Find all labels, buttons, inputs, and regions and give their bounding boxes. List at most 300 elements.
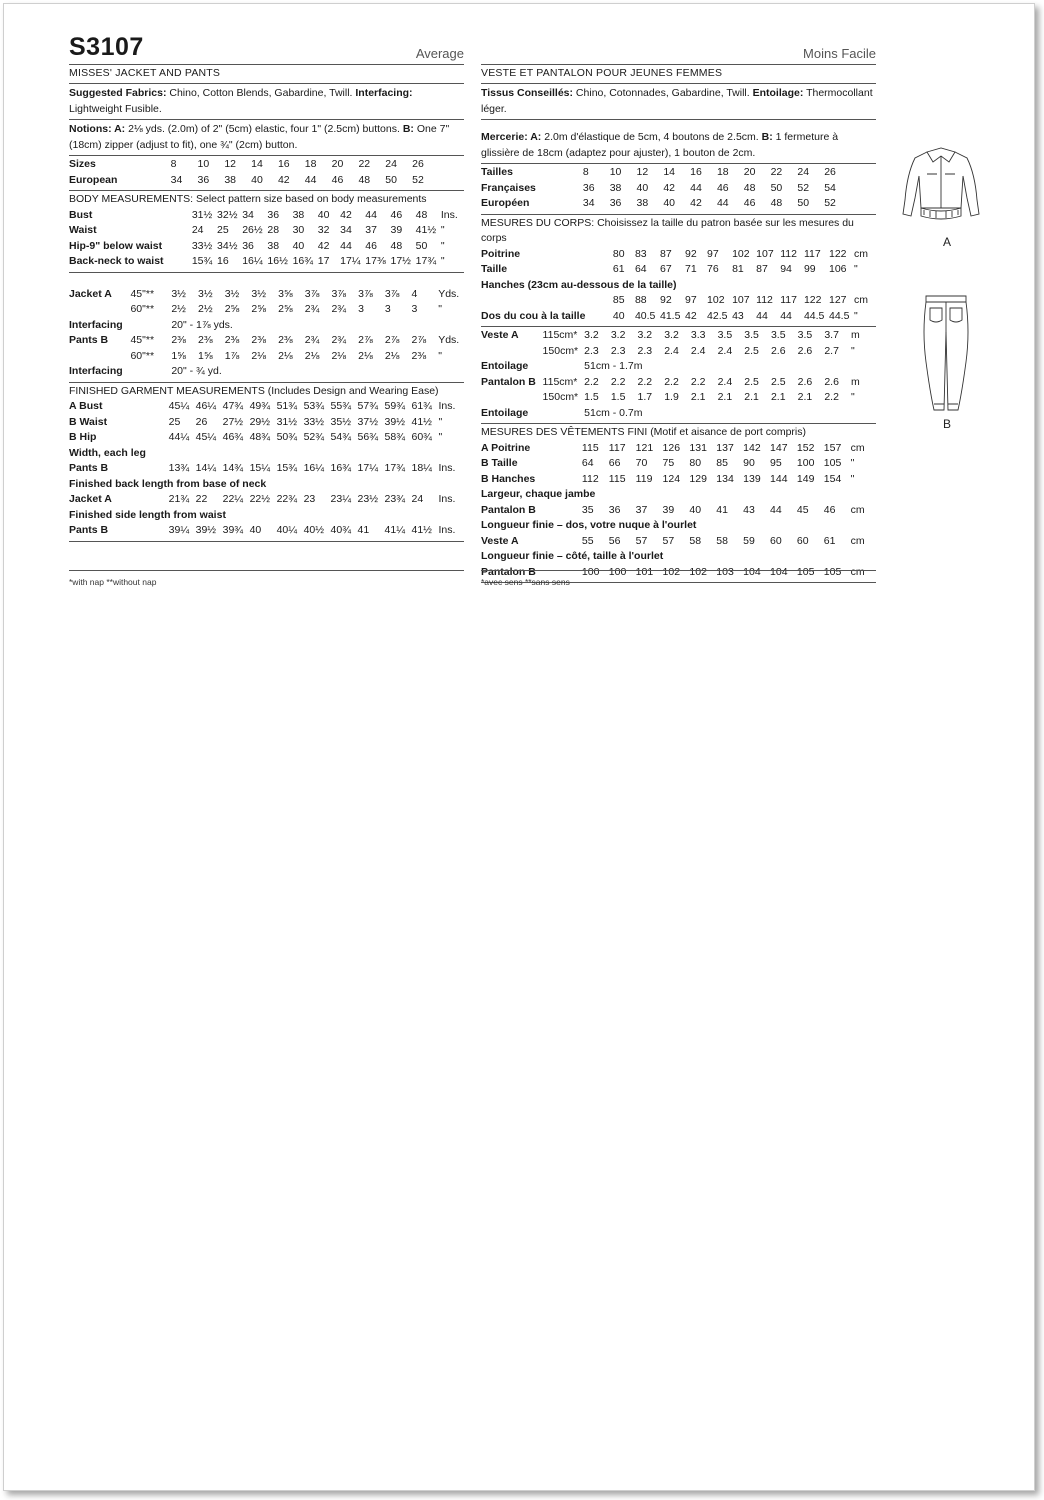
value-cell: 142 (743, 441, 761, 454)
notions-text-b: One 7" (18cm) zipper (adjust to fit), one ¾" (2cm) button. (69, 123, 450, 151)
finished-measurements-header: FINISHED GARMENT MEASUREMENTS (Includes Design and Wearing Ease) (69, 384, 439, 397)
value-cell: 38 (224, 173, 236, 186)
row-sublabel (543, 472, 582, 488)
value-cell: 37 (365, 224, 377, 236)
value-cell: 2⅛ (358, 349, 373, 362)
value-cell: 2.4 (664, 344, 679, 357)
row-label: Back-neck to waist (69, 255, 164, 267)
value-cell: 40 (636, 181, 649, 194)
value-cell: 101 (635, 565, 654, 578)
interfacing-label: Interfacing: (355, 87, 413, 99)
value-cell: 3.2 (637, 329, 653, 341)
value-cell: 157 (823, 441, 842, 454)
value-cell: 52 (797, 181, 810, 194)
value-cell: 139 (743, 472, 761, 485)
unit-cell: " (851, 391, 855, 403)
value-cell: 2.1 (770, 391, 786, 403)
table-row (69, 208, 464, 224)
measurement-grid (69, 287, 464, 380)
value-cell: 2⅛ (331, 349, 347, 362)
value-cell: 137 (716, 441, 734, 454)
row-label (481, 293, 585, 309)
value-cell: 42 (317, 239, 330, 252)
table-row (481, 309, 876, 325)
value-cell: 52¾ (303, 431, 324, 443)
value-cell: 23¾ (384, 493, 405, 505)
value-cell: 8 (582, 166, 589, 178)
value-cell: 4 (411, 287, 418, 300)
value-cell: 39 (662, 503, 675, 516)
value-cell: 20 (743, 166, 756, 178)
value-cell: 103 (716, 565, 734, 578)
unit-cell (851, 181, 876, 197)
value-cell: 2½ (198, 303, 213, 315)
footnote-fr: *avec sens **sans sens (481, 570, 876, 587)
value-cell: 29½ (249, 415, 271, 428)
value-cell: 40 (251, 173, 263, 186)
row-sublabel (130, 415, 169, 431)
value-cell: 24 (191, 224, 204, 236)
row-sublabel: 45"** (130, 287, 155, 300)
value-cell: 3.2 (664, 329, 679, 341)
value-cell: 100 (581, 565, 600, 578)
value-cell: 44¼ (168, 431, 190, 443)
finished-measurements (69, 383, 464, 542)
row-label: Jacket A (69, 493, 112, 505)
value-cell: 59 (743, 534, 755, 547)
value-cell: 105 (823, 457, 842, 469)
unit-cell (439, 173, 464, 189)
value-cell: 50¾ (276, 431, 298, 443)
value-cell: 48 (743, 181, 756, 194)
value-cell: 1⅝ (198, 349, 213, 362)
value-cell: 55¾ (330, 400, 351, 412)
table-row (481, 375, 876, 391)
row-sublabel (164, 223, 192, 239)
value-cell: 35½ (330, 415, 351, 428)
value-cell: 81 (732, 263, 744, 275)
value-cell: 2.2 (664, 375, 679, 388)
value-cell: 36 (608, 503, 621, 516)
table-row (69, 492, 464, 508)
value-cell: 46 (331, 173, 344, 186)
row-sublabel (585, 247, 612, 263)
footnote-en-wrap (69, 570, 464, 587)
value-cell: 2.2 (690, 375, 706, 388)
value-cell: 92 (685, 247, 697, 260)
row-label: Pants B (69, 462, 109, 474)
row-label: A Bust (69, 400, 103, 412)
value-cell: 33½ (191, 239, 213, 252)
value-cell: 102 (689, 565, 707, 578)
value-cell: 10 (609, 166, 622, 178)
value-cell: 44 (756, 309, 768, 322)
value-cell: 40¾ (330, 524, 351, 536)
value-cell: 152 (796, 441, 815, 454)
value-cell: 17½ (390, 255, 411, 267)
table-row (69, 415, 464, 431)
row-label: Pants B (69, 334, 109, 346)
row-heading: Hanches (23cm au-dessous de la taille) (481, 278, 677, 291)
table-row (69, 523, 464, 539)
value-cell: 16¼ (242, 255, 263, 267)
table-row (69, 430, 464, 446)
value-cell: 44 (770, 503, 782, 516)
value-cell: 15¾ (276, 462, 298, 474)
value-cell: 67 (659, 263, 672, 275)
french-column (481, 32, 876, 583)
value-cell: 131 (689, 441, 707, 454)
value-cell: 3.5 (797, 329, 813, 341)
unit-cell: Ins. (438, 493, 456, 505)
value-cell: 2.4 (690, 344, 706, 357)
value-cell: 1⅝ (171, 349, 186, 362)
notions-label-b-fr: B: (761, 131, 773, 143)
value-cell: 46 (823, 503, 836, 516)
row-sublabel (585, 309, 612, 325)
row-sublabel (543, 359, 585, 375)
value-cell: 3.5 (717, 329, 733, 341)
value-cell: 3⅞ (331, 287, 347, 300)
value-cell: 40 (249, 524, 262, 536)
value-cell: 52 (824, 197, 836, 209)
unit-cell: cm (850, 503, 865, 516)
pants-sketch (916, 292, 976, 417)
value-cell: 115 (581, 441, 599, 454)
value-cell: 51¾ (276, 400, 298, 412)
value-cell: 16 (277, 158, 290, 170)
value-cell: 2.5 (770, 375, 786, 388)
value-cell: 122 (803, 294, 822, 306)
value-cell: 31½ (191, 208, 213, 221)
value-cell: 2.1 (744, 391, 759, 403)
row-sublabel (130, 461, 169, 477)
row-label: Interfacing (69, 365, 123, 377)
unit-cell: m (851, 375, 860, 388)
value-cell: 92 (659, 294, 672, 306)
row-label: Interfacing (69, 318, 123, 331)
value-cell: 61¾ (411, 400, 432, 412)
row-sublabel (130, 173, 170, 189)
value-cell: 104 (743, 565, 761, 578)
value-cell: 60 (770, 534, 782, 547)
measurement-grid (481, 328, 876, 421)
value-cell: 44.5 (829, 309, 850, 322)
value-cell: 2.5 (744, 344, 759, 357)
value-cell: 44 (340, 239, 352, 252)
pattern-number: S3107 (69, 33, 144, 61)
value-cell: 40½ (303, 524, 324, 536)
row-label: B Hanches (481, 472, 536, 485)
row-heading: Finished back length from base of neck (69, 477, 267, 490)
row-label: B Taille (481, 457, 518, 469)
row-label: Bust (69, 208, 93, 221)
row-label (481, 344, 543, 360)
row-label: Européen (481, 197, 530, 209)
value-cell: 2.3 (610, 344, 626, 357)
value-cell: 16 (217, 255, 229, 267)
value-cell: 64 (581, 457, 594, 469)
unit-cell: Ins. (438, 400, 456, 412)
value-cell: 31½ (276, 415, 298, 428)
table-row (69, 287, 464, 303)
value-cell: 26 (824, 166, 836, 178)
value-cell: 54 (824, 181, 836, 194)
value-cell: 17⅜ (365, 255, 386, 267)
value-cell: 126 (662, 441, 681, 454)
unit-cell: " (850, 472, 855, 485)
value-cell: 2.2 (610, 375, 626, 388)
measurement-grid (481, 247, 876, 325)
value-cell: 14¼ (195, 462, 217, 474)
row-label: B Hip (69, 431, 97, 443)
value-cell: 39½ (384, 415, 405, 428)
value-cell: 48 (770, 197, 783, 209)
row-label: Dos du cou à la taille (481, 309, 586, 322)
row-text: 20" - ¾ yd. (171, 365, 222, 377)
value-cell: 36 (242, 239, 254, 252)
value-cell: 100 (608, 565, 627, 578)
row-heading: Longueur finie – dos, votre nuque à l'ourlet (481, 519, 697, 531)
value-cell: 41½ (415, 224, 437, 236)
row-sublabel: 115cm* (542, 329, 578, 341)
value-cell: 57¾ (357, 400, 378, 412)
finished-measurements-table-fr (481, 441, 876, 581)
value-cell: 17 (317, 255, 330, 267)
table-row (481, 549, 876, 565)
value-cell: 129 (689, 472, 707, 485)
row-sublabel: 115cm* (542, 375, 578, 388)
unit-cell: " (851, 344, 855, 357)
value-cell: 2¾ (331, 334, 347, 346)
value-cell: 21¾ (168, 493, 190, 505)
value-cell: 112 (756, 294, 773, 306)
value-cell: 24 (411, 493, 424, 505)
value-cell: 50 (415, 239, 428, 252)
value-cell: 57 (662, 534, 675, 547)
table-row (69, 349, 464, 365)
unit-cell: cm (850, 565, 865, 578)
value-cell: 3.2 (610, 329, 626, 341)
row-sublabel: 150cm* (542, 344, 579, 357)
value-cell: 41 (716, 503, 728, 516)
table-row (69, 446, 464, 462)
measurement-grid (481, 165, 876, 212)
value-cell: 2⅜ (251, 334, 266, 346)
value-cell: 44 (780, 309, 792, 322)
value-cell: 3½ (198, 287, 213, 300)
value-cell: 47¾ (222, 400, 244, 412)
value-cell: 85 (716, 457, 728, 469)
value-cell: 32½ (217, 208, 238, 221)
value-cell: 42 (690, 197, 702, 209)
value-cell: 66 (608, 457, 621, 469)
value-cell: 44 (304, 173, 317, 186)
row-label: Françaises (481, 181, 536, 194)
value-cell: 15¼ (249, 462, 271, 474)
value-cell: 38 (267, 239, 280, 252)
value-cell: 154 (823, 472, 842, 485)
table-row (69, 461, 464, 477)
unit-cell: cm (850, 534, 865, 547)
value-cell: 28 (267, 224, 280, 236)
value-cell: 100 (796, 457, 815, 469)
value-cell: 34 (582, 197, 595, 209)
value-cell: 43 (743, 503, 755, 516)
value-cell: 61 (612, 263, 625, 275)
suggested-fabrics (69, 84, 464, 120)
value-cell: 53¾ (303, 400, 324, 412)
value-cell: 16½ (267, 255, 288, 267)
fabrics-text-fr: Chino, Cotonnades, Gabardine, Twill. (573, 87, 753, 99)
value-cell: 90 (743, 457, 755, 469)
value-cell: 44 (716, 197, 729, 209)
value-cell: 112 (780, 247, 797, 260)
interfacing-text-fr: Thermocollant léger. (481, 87, 873, 115)
table-row (69, 173, 464, 189)
row-sublabel (130, 157, 170, 173)
table-row (481, 247, 876, 263)
value-cell: 124 (662, 472, 681, 485)
row-label (481, 390, 543, 406)
value-cell: 83 (634, 247, 647, 260)
unit-cell: " (438, 303, 442, 315)
table-row (481, 278, 876, 294)
row-label: Hip-9" below waist (69, 239, 163, 252)
value-cell: 24 (385, 158, 397, 170)
value-cell: 46 (743, 197, 756, 209)
value-cell: 2.3 (637, 344, 653, 357)
value-cell: 34 (340, 224, 352, 236)
value-cell: 54¾ (330, 431, 351, 443)
value-cell: 2⅝ (278, 303, 293, 315)
value-cell: 55 (581, 534, 594, 547)
value-cell: 3.2 (584, 329, 599, 341)
value-cell: 2.6 (797, 344, 813, 357)
row-sublabel (164, 239, 192, 255)
value-cell: 2⅞ (384, 334, 400, 346)
value-cell: 61 (823, 534, 836, 547)
value-cell: 16¾ (292, 255, 314, 267)
value-cell: 2.2 (637, 375, 653, 388)
footnote-fr-wrap (481, 570, 876, 587)
row-sublabel: 60"** (130, 349, 155, 362)
row-label: Veste A (481, 329, 519, 341)
row-label: Waist (69, 224, 97, 236)
value-cell: 2⅛ (278, 349, 293, 362)
value-cell: 42 (340, 208, 352, 221)
value-cell: 49¾ (249, 400, 271, 412)
value-cell: 16 (690, 166, 702, 178)
table-row (69, 508, 464, 524)
row-label: Tailles (481, 166, 513, 178)
value-cell: 34½ (217, 239, 238, 252)
value-cell: 127 (829, 294, 847, 306)
value-cell: 17¼ (340, 255, 361, 267)
value-cell: 18 (716, 166, 729, 178)
value-cell: 117 (608, 441, 626, 454)
value-cell: 36 (582, 181, 595, 194)
fabrics-text: Chino, Cotton Blends, Gabardine, Twill. (166, 87, 356, 99)
row-sublabel (543, 534, 582, 550)
sketch-label-b: B (943, 417, 952, 431)
value-cell: 40 (689, 503, 702, 516)
value-cell: 26 (195, 415, 208, 428)
value-cell: 18 (304, 158, 317, 170)
row-sublabel (543, 456, 582, 472)
unit-cell (851, 165, 876, 181)
value-cell: 70 (635, 457, 648, 469)
notions-text-a: 2⅛ yds. (2.0m) of 2" (5cm) elastic, four 1" (2.5cm) buttons. (125, 123, 403, 135)
value-cell: 88 (634, 294, 647, 306)
value-cell: 102 (662, 565, 681, 578)
row-text: 20" - 1⅞ yds. (171, 318, 233, 331)
value-cell: 2½ (171, 303, 186, 315)
notions-label: Notions: A: (69, 123, 126, 135)
table-row (69, 254, 464, 270)
notions-text-a-fr: 2.0m d'élastique de 5cm, 4 boutons de 2.5cm. (541, 131, 762, 143)
value-cell: 36 (267, 208, 280, 221)
value-cell: 134 (716, 472, 734, 485)
pattern-title: MISSES' JACKET AND PANTS (69, 65, 464, 84)
row-sublabel: 45"** (130, 334, 155, 346)
unit-cell: cm (854, 247, 869, 260)
value-cell: 2.1 (797, 391, 813, 403)
value-cell: 42 (685, 309, 697, 322)
value-cell: 15¾ (191, 255, 213, 267)
value-cell: 119 (635, 472, 653, 485)
value-cell: 12 (636, 166, 649, 178)
value-cell: 48 (358, 173, 371, 186)
notions-text-b-fr: 1 fermeture à glissière de 18cm (adaptez pour ajuster), 1 bouton de 2cm. (481, 131, 839, 159)
value-cell: 40 (612, 309, 625, 322)
unit-cell: m (851, 329, 860, 341)
row-label: Pantalon B (481, 375, 536, 388)
unit-cell: " (854, 263, 858, 275)
value-cell: 2⅜ (198, 334, 213, 346)
unit-cell: Ins. (440, 208, 458, 221)
value-cell: 12 (224, 158, 236, 170)
value-cell: 32 (317, 224, 330, 236)
value-cell: 97 (707, 247, 719, 260)
table-row (481, 534, 876, 550)
value-cell: 2¾ (331, 303, 347, 315)
suggested-fabrics-fr (481, 84, 876, 120)
value-cell: 52 (412, 173, 424, 186)
value-cell: 34 (242, 208, 254, 221)
value-cell: 41.5 (659, 309, 681, 322)
interfacing-label-fr: Entoilage: (752, 87, 804, 99)
value-cell: 102 (707, 294, 725, 306)
unit-cell: " (440, 239, 445, 252)
difficulty-level: Average (415, 45, 464, 61)
row-sublabel (543, 441, 582, 457)
table-row (481, 293, 876, 309)
value-cell: 41¼ (384, 524, 405, 536)
measurement-grid (69, 157, 464, 188)
unit-cell: cm (854, 294, 869, 306)
value-cell: 2.2 (584, 375, 599, 388)
value-cell: 149 (796, 472, 815, 485)
value-cell: 42 (663, 181, 675, 194)
value-cell: 105 (823, 565, 842, 578)
unit-cell: " (440, 224, 445, 236)
value-cell: 2⅞ (411, 334, 427, 346)
value-cell: 17¾ (415, 255, 437, 267)
unit-cell: Ins. (438, 524, 456, 536)
value-cell: 95 (770, 457, 782, 469)
value-cell: 3 (411, 303, 418, 315)
